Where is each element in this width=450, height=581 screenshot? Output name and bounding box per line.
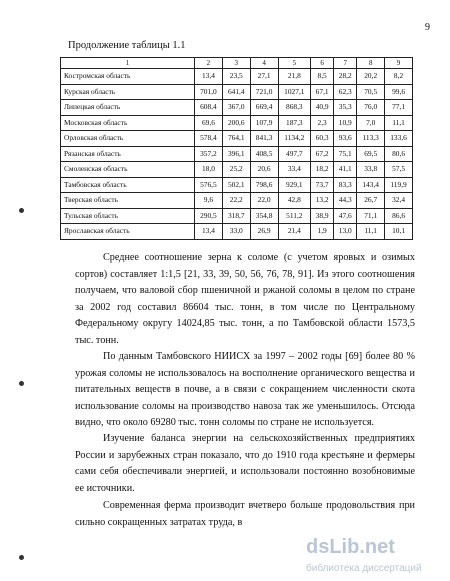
region-name-cell: Смоленская область <box>61 162 195 178</box>
table-caption: Продолжение таблицы 1.1 <box>68 40 186 51</box>
value-cell: 511,2 <box>278 208 311 224</box>
table-row <box>61 146 413 162</box>
value-cell: 290,5 <box>195 208 223 224</box>
value-cell: 1027,1 <box>278 84 311 100</box>
value-cell: 20,6 <box>250 162 278 178</box>
value-cell: 721,0 <box>250 84 278 100</box>
value-cell: 93,6 <box>334 131 357 147</box>
value-cell: 641,4 <box>222 84 250 100</box>
margin-mark <box>19 555 24 560</box>
value-cell: 10,1 <box>385 224 413 240</box>
value-cell: 26,9 <box>250 224 278 240</box>
value-cell: 10,9 <box>334 115 357 131</box>
value-cell: 27,1 <box>250 69 278 85</box>
table-row <box>61 208 413 224</box>
value-cell: 119,9 <box>385 177 413 193</box>
value-cell: 67,1 <box>311 84 334 100</box>
data-table <box>60 57 413 240</box>
paragraph: Среднее соотношение зерна к соломе (с учетом яровых и озимых сортов) составляет 1:1,5 [21, 33, 39, 50, 56, 76, 78, 91]. Из этого соотношения получаем, что валовой сбор пшеничной и ржаной соломы в целом по стране за 2002 год составил 86604 тыс. тонн, в том числе по Центральному Федеральному округу 14024,85 тыс. тонн, а по Тамбовской области 1573,5 тыс. тонн. <box>75 252 415 346</box>
value-cell: 28,2 <box>334 69 357 85</box>
value-cell: 576,5 <box>195 177 223 193</box>
value-cell: 35,3 <box>334 100 357 116</box>
table-row <box>61 100 413 116</box>
value-cell: 497,7 <box>278 146 311 162</box>
value-cell: 396,1 <box>222 146 250 162</box>
region-name-cell: Тверская область <box>61 193 195 209</box>
value-cell: 13,4 <box>195 69 223 85</box>
value-cell: 1,9 <box>311 224 334 240</box>
table-row <box>61 69 413 85</box>
value-cell: 18,2 <box>311 162 334 178</box>
region-name-cell: Московская область <box>61 115 195 131</box>
paragraph: Изучение баланса энергии на сельскохозяйственных предприятиях России и зарубежных стран показало, что до 1910 года крестьяне и фермеры сами себя обеспечивали энергией, и использовали постоянно возобновимые ее источники. <box>75 433 415 494</box>
value-cell: 18,0 <box>195 162 223 178</box>
table-row <box>61 162 413 178</box>
table-row <box>61 115 413 131</box>
value-cell: 33,4 <box>278 162 311 178</box>
value-cell: 143,4 <box>357 177 385 193</box>
value-cell: 187,3 <box>278 115 311 131</box>
region-name-cell: Тульская область <box>61 208 195 224</box>
value-cell: 367,0 <box>222 100 250 116</box>
value-cell: 669,4 <box>250 100 278 116</box>
body-text <box>75 498 415 531</box>
margin-mark <box>19 208 24 213</box>
value-cell: 80,6 <box>385 146 413 162</box>
body-text <box>75 349 415 432</box>
column-header: 7 <box>334 58 357 69</box>
watermark-logo: dsLib.net <box>306 536 395 558</box>
value-cell: 69,5 <box>357 146 385 162</box>
value-cell: 60,3 <box>311 131 334 147</box>
value-cell: 200,6 <box>222 115 250 131</box>
value-cell: 764,1 <box>222 131 250 147</box>
value-cell: 44,3 <box>334 193 357 209</box>
value-cell: 76,0 <box>357 100 385 116</box>
value-cell: 357,2 <box>195 146 223 162</box>
value-cell: 23,5 <box>222 69 250 85</box>
region-name-cell: Костромская область <box>61 69 195 85</box>
value-cell: 8,5 <box>311 69 334 85</box>
value-cell: 57,5 <box>385 162 413 178</box>
value-cell: 21,4 <box>278 224 311 240</box>
column-header: 4 <box>250 58 278 69</box>
value-cell: 83,3 <box>334 177 357 193</box>
value-cell: 7,0 <box>357 115 385 131</box>
value-cell: 40,9 <box>311 100 334 116</box>
value-cell: 8,2 <box>385 69 413 85</box>
region-name-cell: Липецкая область <box>61 100 195 116</box>
value-cell: 33,0 <box>222 224 250 240</box>
region-name-cell: Тамбовская область <box>61 177 195 193</box>
value-cell: 62,3 <box>334 84 357 100</box>
value-cell: 408,5 <box>250 146 278 162</box>
column-header: 3 <box>222 58 250 69</box>
body-text <box>75 250 415 350</box>
watermark <box>306 536 446 578</box>
column-header: 9 <box>385 58 413 69</box>
value-cell: 47,6 <box>334 208 357 224</box>
paragraph: По данным Тамбовского НИИСХ за 1997 – 2002 годы [69] более 80 % урожая соломы не использовалось на восполнение органического вещества и питательных веществ в почве, а в связи с сокращением численности скота использование соломы на производство навоза так же уменьшилось. Отсюда видно, что около 69280 тыс. тонн соломы по стране не используется. <box>75 351 415 429</box>
table-row <box>61 177 413 193</box>
table-row <box>61 131 413 147</box>
table-row <box>61 224 413 240</box>
value-cell: 67,2 <box>311 146 334 162</box>
value-cell: 33,8 <box>357 162 385 178</box>
region-name-cell: Ярославская область <box>61 224 195 240</box>
value-cell: 502,1 <box>222 177 250 193</box>
table-header-row <box>61 58 413 69</box>
value-cell: 13,2 <box>311 193 334 209</box>
value-cell: 841,3 <box>250 131 278 147</box>
value-cell: 354,8 <box>250 208 278 224</box>
value-cell: 1134,2 <box>278 131 311 147</box>
value-cell: 22,2 <box>222 193 250 209</box>
value-cell: 11,1 <box>357 224 385 240</box>
value-cell: 798,6 <box>250 177 278 193</box>
value-cell: 21,8 <box>278 69 311 85</box>
value-cell: 69,6 <box>195 115 223 131</box>
value-cell: 25,2 <box>222 162 250 178</box>
value-cell: 608,4 <box>195 100 223 116</box>
value-cell: 32,4 <box>385 193 413 209</box>
value-cell: 41,1 <box>334 162 357 178</box>
table-row <box>61 193 413 209</box>
table-row <box>61 84 413 100</box>
value-cell: 26,7 <box>357 193 385 209</box>
value-cell: 13,0 <box>334 224 357 240</box>
value-cell: 77,1 <box>385 100 413 116</box>
watermark-subtitle: библиотека диссертаций <box>306 563 422 574</box>
value-cell: 2,3 <box>311 115 334 131</box>
region-name-cell: Курская область <box>61 84 195 100</box>
table-body <box>61 69 413 240</box>
value-cell: 701,0 <box>195 84 223 100</box>
value-cell: 73,7 <box>311 177 334 193</box>
value-cell: 86,6 <box>385 208 413 224</box>
column-header: 5 <box>278 58 311 69</box>
paragraph: Современная ферма производит вчетверо больше продовольствия при сильно сокращенных затратах труда, в <box>75 500 415 528</box>
column-header: 2 <box>195 58 223 69</box>
value-cell: 133,6 <box>385 131 413 147</box>
margin-mark <box>19 381 24 386</box>
value-cell: 9,6 <box>195 193 223 209</box>
value-cell: 578,4 <box>195 131 223 147</box>
value-cell: 11,1 <box>385 115 413 131</box>
value-cell: 99,6 <box>385 84 413 100</box>
value-cell: 868,3 <box>278 100 311 116</box>
value-cell: 75,1 <box>334 146 357 162</box>
column-header: 6 <box>311 58 334 69</box>
value-cell: 318,7 <box>222 208 250 224</box>
value-cell: 20,2 <box>357 69 385 85</box>
page-number: 9 <box>425 22 430 33</box>
value-cell: 71,1 <box>357 208 385 224</box>
value-cell: 22,0 <box>250 193 278 209</box>
value-cell: 13,4 <box>195 224 223 240</box>
value-cell: 38,9 <box>311 208 334 224</box>
value-cell: 70,5 <box>357 84 385 100</box>
value-cell: 113,3 <box>357 131 385 147</box>
column-header: 1 <box>61 58 195 69</box>
value-cell: 107,9 <box>250 115 278 131</box>
region-name-cell: Рязанская область <box>61 146 195 162</box>
region-name-cell: Орловская область <box>61 131 195 147</box>
body-text <box>75 431 415 497</box>
column-header: 8 <box>357 58 385 69</box>
value-cell: 929,1 <box>278 177 311 193</box>
value-cell: 42,8 <box>278 193 311 209</box>
